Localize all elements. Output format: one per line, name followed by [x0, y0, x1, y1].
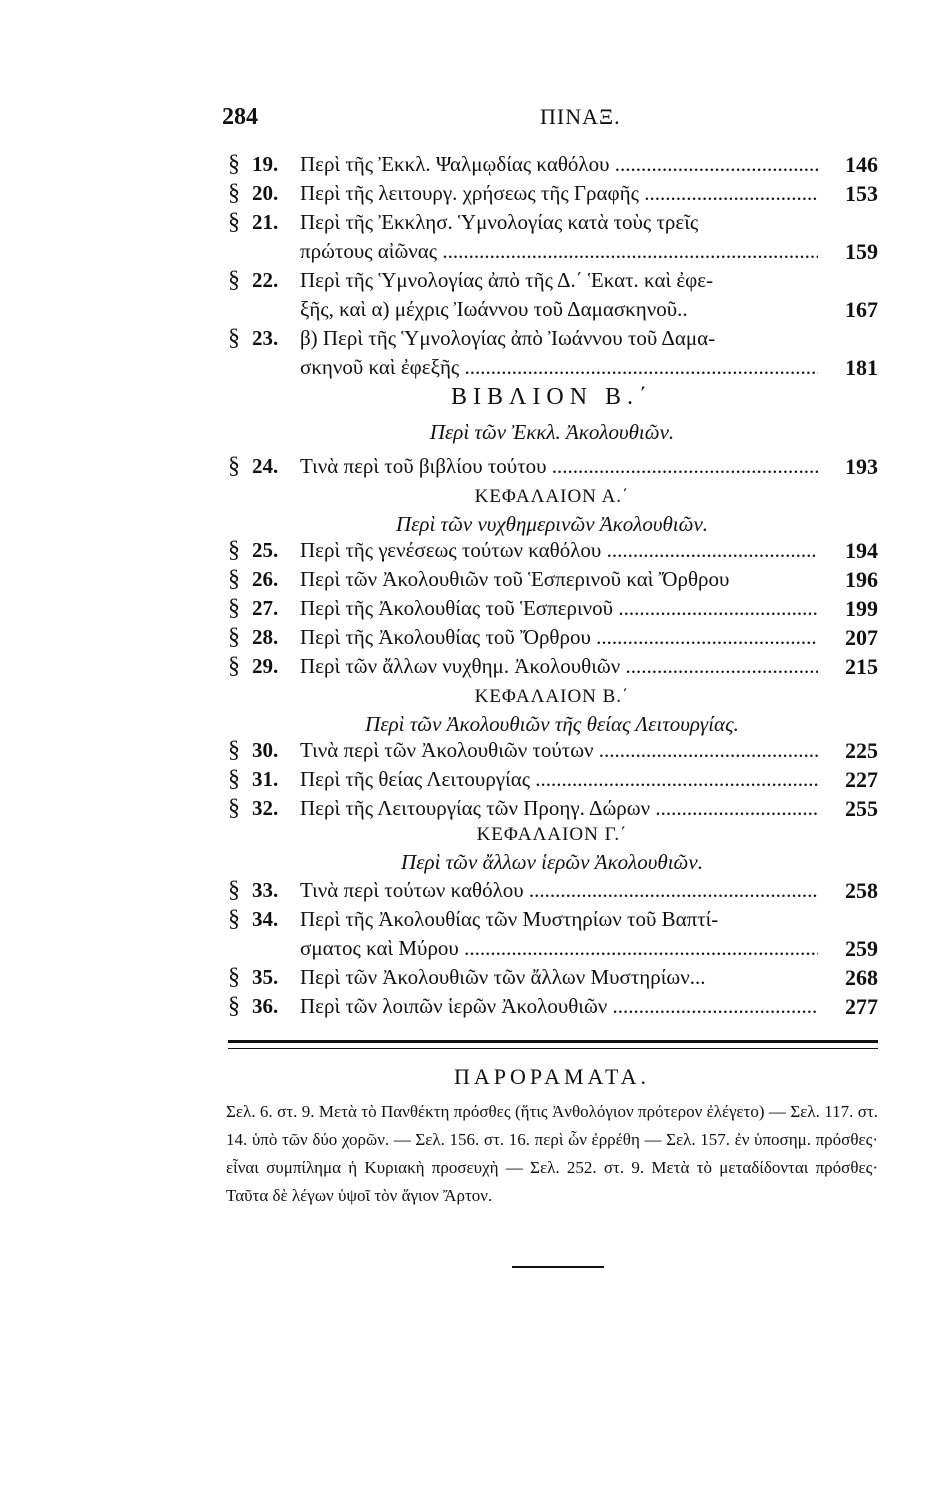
entry-title-continued: ξῆς, καὶ α) μέχρις Ἰωάννου τοῦ Δαμασκηνοῦ.. [300, 297, 688, 321]
entry-title: Περὶ τῆς λειτουργ. χρήσεως τῆς Γραφῆς ..... [300, 179, 818, 208]
section-sign: § [228, 537, 240, 563]
chapter-subtitle: Περὶ τῶν νυχθημερινῶν Ἀκολουθιῶν. [395, 512, 709, 536]
entry-title: Περὶ τῆς Ἀκολουθίας τοῦ Ἑσπερινοῦ ..... [300, 594, 818, 623]
bottom-rule [512, 1266, 604, 1268]
entry-number: 30. [252, 738, 279, 762]
section-sign: § [228, 766, 240, 792]
entry-number: 23. [252, 326, 279, 350]
entry-title: Περὶ τῆς Ἐκκλησ. Ὑμνολογίας κατὰ τοὺς τρεῖς [300, 210, 699, 234]
section-sign: § [228, 325, 240, 351]
entry-title: Περὶ τῶν Ἀκολουθιῶν τοῦ Ἑσπερινοῦ καὶ Ὄρθρου [300, 567, 730, 591]
entry-number: 35. [252, 965, 279, 989]
chapter-subtitle: Περὶ τῶν Ἀκολουθιῶν τῆς θείας Λειτουργίας. [365, 712, 739, 736]
entry-page: 277 [845, 994, 878, 1019]
entry-page: 194 [845, 538, 878, 563]
entry-title: Περὶ τῆς γενέσεως τούτων καθόλου ..... [300, 536, 818, 565]
entry-page: 225 [845, 738, 878, 763]
section-sign: § [228, 906, 240, 932]
entry-number: 36. [252, 994, 279, 1018]
page-header [222, 104, 882, 136]
section-sign: § [228, 737, 240, 763]
entry-number: 29. [252, 654, 279, 678]
entry-page: 181 [845, 355, 878, 380]
errata-title: ΠΑΡΟΡΑΜΑΤΑ. [453, 1064, 651, 1089]
entry-page: 215 [845, 654, 878, 679]
double-rule-divider [228, 1040, 878, 1049]
entry-title-continued: σματος καὶ Μύρου ..... [300, 934, 818, 963]
section-sign: § [228, 877, 240, 903]
section-sign: § [228, 795, 240, 821]
entry-page: 207 [845, 625, 878, 650]
entry-number: 20. [252, 181, 279, 205]
section-sign: § [228, 453, 240, 479]
entry-page: 167 [845, 297, 878, 322]
book-subtitle: Περὶ τῶν Ἐκκλ. Ἀκολουθιῶν. [429, 420, 675, 444]
entry-title-continued: πρώτους αἰῶνας ..... [300, 237, 818, 266]
entry-title-continued: σκηνοῦ καὶ ἐφεξῆς ..... [300, 353, 818, 382]
entry-page: 159 [845, 239, 878, 264]
section-sign: § [228, 595, 240, 621]
section-sign: § [228, 566, 240, 592]
entry-page: 258 [845, 878, 878, 903]
running-title: ΠΙΝΑΞ. [540, 104, 621, 129]
section-sign: § [228, 151, 240, 177]
section-sign: § [228, 653, 240, 679]
entry-title: Περὶ τῆς Ἐκκλ. Ψαλμῳδίας καθόλου ..... [300, 150, 818, 179]
book-heading: ΒΙΒΛΙΟΝ Β.΄ [450, 384, 654, 410]
entry-title: Περὶ τῶν λοιπῶν ἱερῶν Ἀκολουθιῶν ..... [300, 992, 818, 1021]
entry-title: Περὶ τῆς Λειτουργίας τῶν Προηγ. Δώρων ..... [300, 794, 818, 823]
entry-title: β) Περὶ τῆς Ὑμνολογίας ἀπὸ Ἰωάννου τοῦ Δαμα- [300, 326, 716, 350]
section-sign: § [228, 993, 240, 1019]
entry-page: 227 [845, 767, 878, 792]
entry-number: 19. [252, 152, 279, 176]
entry-number: 31. [252, 767, 279, 791]
entry-page: 259 [845, 936, 878, 961]
section-sign: § [228, 180, 240, 206]
entry-title: Περὶ τῶν ἄλλων νυχθημ. Ἀκολουθιῶν ..... [300, 652, 818, 681]
entry-title: Περὶ τῶν Ἀκολουθιῶν τῶν ἄλλων Μυστηρίων... [300, 965, 706, 989]
entry-number: 25. [252, 538, 279, 562]
entry-title: Τινὰ περὶ τοῦ βιβλίου τούτου ..... [300, 452, 818, 481]
entry-number: 27. [252, 596, 279, 620]
errata-body: Σελ. 6. στ. 9. Μετὰ τὸ Πανθέκτη πρόσθες (ἥτις Ἀνθολόγιον πρότερον ἐλέγετο) — Σελ. 117. στ. 14. ὑπὸ τῶν δύο χορῶν. — Σελ. 156. στ. 16. περὶ ὧν ἐρρέθη — Σελ. 157. ἐν ὑποσημ. πρόσθες· εἶναι συμπίλημα ἡ Κυριακὴ προσευχὴ — Σελ. 252. στ. 9. Μετὰ τὸ μεταδίδονται πρόσθες· Ταῦτα δὲ λέγων ὑψοῖ τὸν ἅγιον Ἄρτον. [226, 1102, 878, 1205]
entry-title: Περὶ τῆς Ὑμνολογίας ἀπὸ τῆς Δ.΄ Ἑκατ. καὶ ἐφε- [300, 268, 714, 292]
section-sign: § [228, 209, 240, 235]
entry-title: Περὶ τῆς θείας Λειτουργίας ..... [300, 765, 818, 794]
chapter-heading: ΚΕΦΑΛΑΙΟΝ Γ.΄ [476, 824, 628, 845]
entry-page: 268 [845, 965, 878, 990]
chapter-heading: ΚΕΦΑΛΑΙΟΝ Β.΄ [474, 686, 630, 707]
entry-title: Περὶ τῆς Ἀκολουθίας τῶν Μυστηρίων τοῦ Βαπτί- [300, 907, 719, 931]
entry-page: 153 [845, 181, 878, 206]
entry-page: 146 [845, 152, 878, 177]
entry-number: 33. [252, 878, 279, 902]
entry-title: Περὶ τῆς Ἀκολουθίας τοῦ Ὄρθρου ..... [300, 623, 818, 652]
entry-title: Τινὰ περὶ τῶν Ἀκολουθιῶν τούτων ..... [300, 736, 818, 765]
entry-number: 21. [252, 210, 279, 234]
entry-number: 34. [252, 907, 279, 931]
entry-page: 196 [845, 567, 878, 592]
entry-number: 32. [252, 796, 279, 820]
entry-number: 28. [252, 625, 279, 649]
chapter-subtitle: Περὶ τῶν ἄλλων ἱερῶν Ἀκολουθιῶν. [401, 850, 703, 874]
entry-page: 193 [845, 454, 878, 479]
entry-title: Τινὰ περὶ τούτων καθόλου ..... [300, 876, 818, 905]
chapter-heading: ΚΕΦΑΛΑΙΟΝ Α.΄ [474, 486, 630, 507]
entry-number: 26. [252, 567, 279, 591]
section-sign: § [228, 964, 240, 990]
entry-number: 22. [252, 268, 279, 292]
page-number: 284 [222, 104, 258, 130]
section-sign: § [228, 624, 240, 650]
entry-page: 255 [845, 796, 878, 821]
entry-number: 24. [252, 454, 279, 478]
section-sign: § [228, 267, 240, 293]
entry-page: 199 [845, 596, 878, 621]
